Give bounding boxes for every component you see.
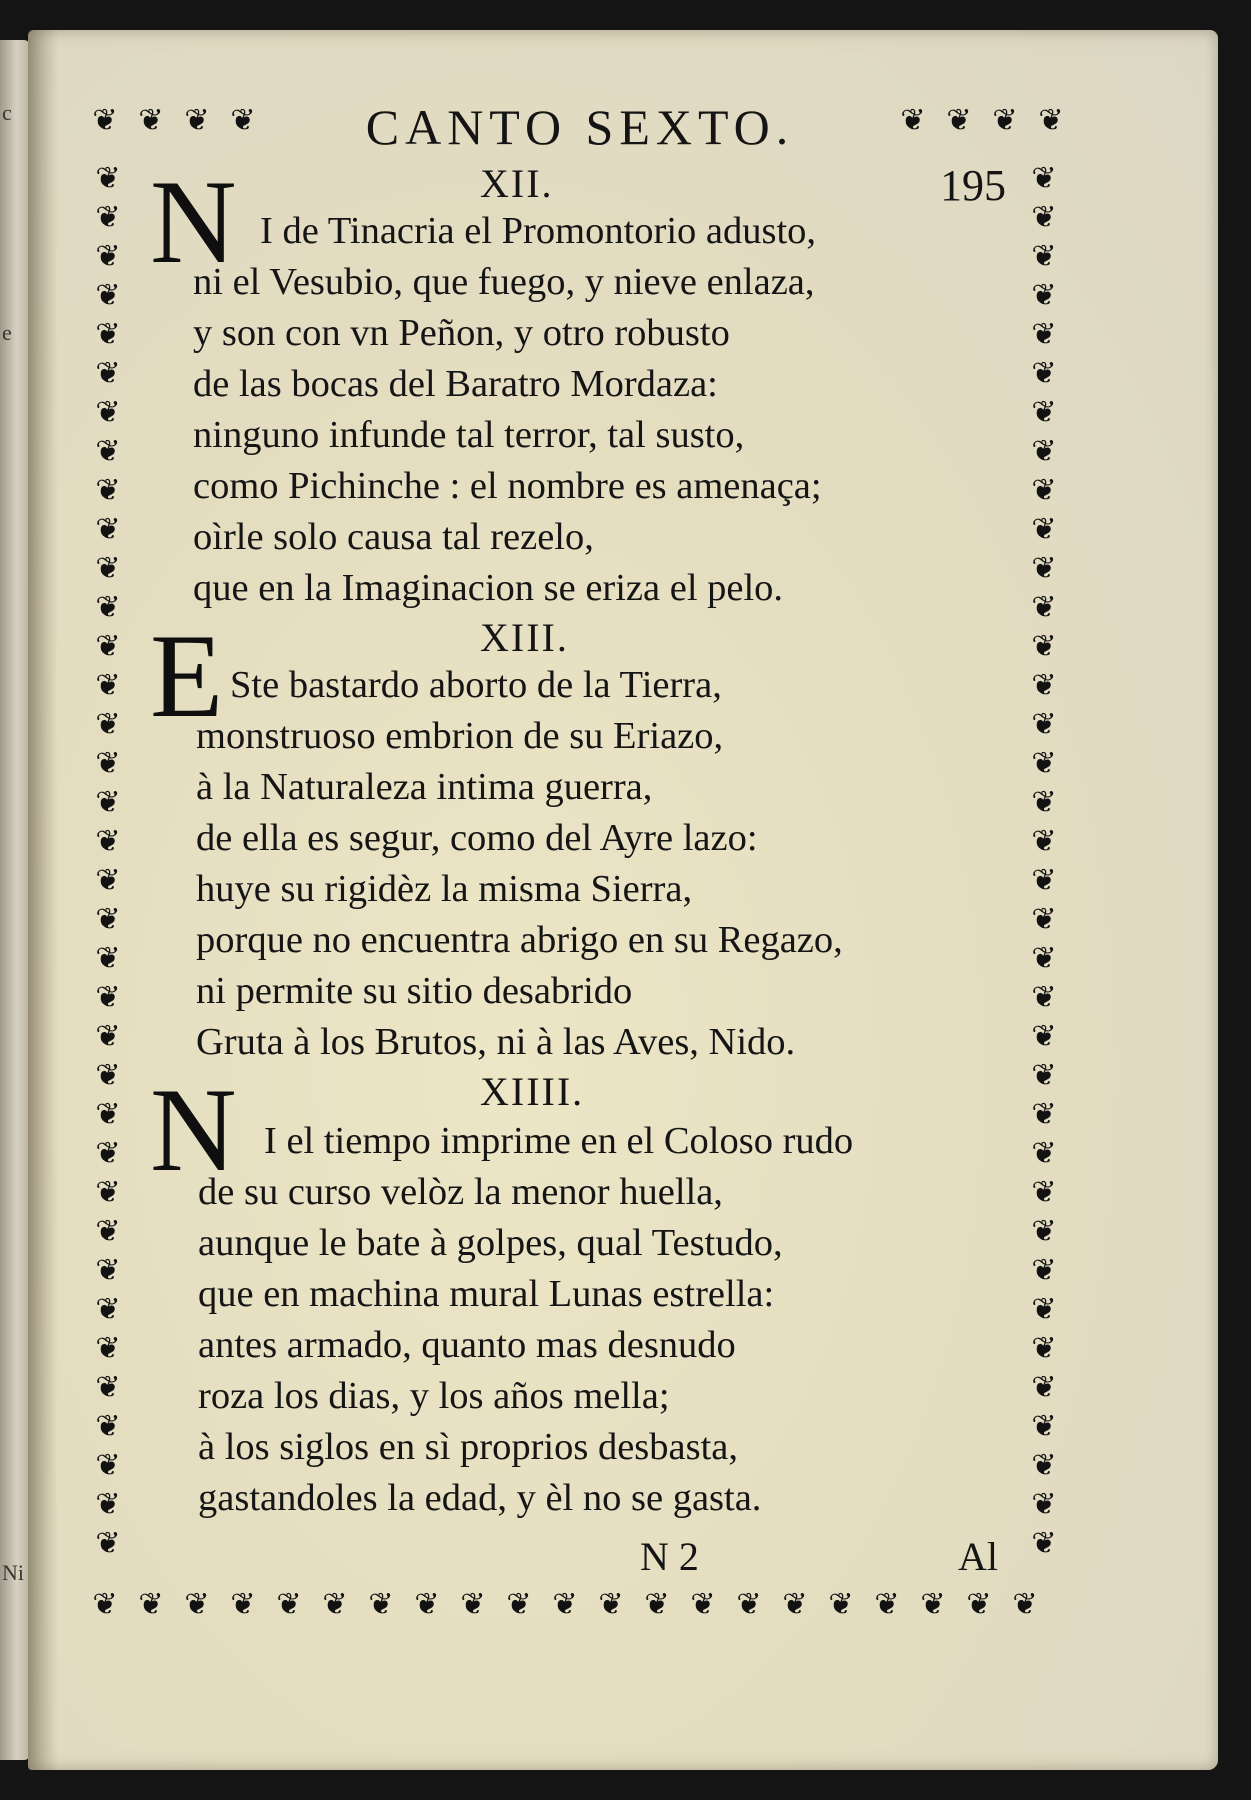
verse-line: aunque le bate à golpes, qual Testudo, — [198, 1222, 783, 1264]
fleuron-ornament: ❦ — [1031, 980, 1057, 1015]
fleuron-ornament: ❦ — [828, 1587, 854, 1622]
gutter-shadow — [28, 30, 58, 1770]
ornament-border-left — [84, 161, 132, 1568]
fleuron-ornament: ❦ — [95, 317, 121, 352]
fleuron-ornament: ❦ — [95, 1292, 121, 1327]
fleuron-ornament: ❦ — [95, 980, 121, 1015]
fleuron-ornament: ❦ — [1031, 1487, 1057, 1522]
fleuron-ornament: ❦ — [1031, 902, 1057, 937]
verse-line: y son con vn Peñon, y otro robusto — [193, 312, 730, 354]
verse-line: de las bocas del Baratro Mordaza: — [193, 363, 718, 405]
fleuron-ornament: ❦ — [736, 1587, 762, 1622]
fleuron-ornament: ❦ — [900, 103, 926, 138]
verse-line: oìrle solo causa tal rezelo, — [193, 516, 594, 558]
fleuron-ornament: ❦ — [95, 1058, 121, 1093]
fleuron-ornament: ❦ — [92, 103, 118, 138]
fleuron-ornament: ❦ — [874, 1587, 900, 1622]
ornament-border-top-left — [82, 103, 266, 144]
verse-line: roza los dias, y los años mella; — [198, 1375, 670, 1417]
verse-line: huye su rigidèz la misma Sierra, — [196, 868, 693, 910]
verse-line: I de Tinacria el Promontorio adusto, — [260, 210, 817, 252]
fleuron-ornament: ❦ — [95, 161, 121, 196]
signature-mark: N 2 — [640, 1534, 699, 1579]
fleuron-ornament: ❦ — [95, 200, 121, 235]
fleuron-ornament: ❦ — [1031, 1175, 1057, 1210]
fleuron-ornament: ❦ — [95, 512, 121, 547]
fleuron-ornament: ❦ — [1031, 1448, 1057, 1483]
fleuron-ornament: ❦ — [1031, 1058, 1057, 1093]
fleuron-ornament: ❦ — [95, 239, 121, 274]
leaf-fragment: e — [2, 320, 12, 345]
verse-line: à la Naturaleza intima guerra, — [196, 766, 653, 808]
verse-line: que en machina mural Lunas estrella: — [198, 1273, 775, 1315]
fleuron-ornament: ❦ — [230, 103, 256, 138]
verse-line: de su curso velòz la menor huella, — [198, 1171, 723, 1213]
fleuron-ornament: ❦ — [95, 1097, 121, 1132]
fleuron-ornament: ❦ — [95, 278, 121, 313]
fleuron-ornament: ❦ — [1031, 707, 1057, 742]
fleuron-ornament: ❦ — [95, 746, 121, 781]
fleuron-ornament: ❦ — [1031, 473, 1057, 508]
verse-line: Gruta à los Brutos, ni à las Aves, Nido. — [196, 1021, 796, 1063]
fleuron-ornament: ❦ — [95, 473, 121, 508]
fleuron-ornament: ❦ — [1031, 551, 1057, 586]
fleuron-ornament: ❦ — [1031, 785, 1057, 820]
fleuron-ornament: ❦ — [1031, 317, 1057, 352]
fleuron-ornament: ❦ — [95, 551, 121, 586]
fleuron-ornament: ❦ — [1031, 941, 1057, 976]
verse-line: antes armado, quanto mas desnudo — [198, 1324, 736, 1366]
drop-cap: N — [150, 155, 237, 288]
leaf-fragment: Ni — [2, 1560, 24, 1585]
fleuron-ornament: ❦ — [95, 1370, 121, 1405]
verse-line: I el tiempo imprime en el Coloso rudo — [264, 1120, 854, 1162]
fleuron-ornament: ❦ — [1031, 512, 1057, 547]
fleuron-ornament: ❦ — [992, 103, 1018, 138]
verse-line: ninguno infunde tal terror, tal susto, — [193, 414, 745, 456]
fleuron-ornament: ❦ — [95, 590, 121, 625]
fleuron-ornament: ❦ — [1031, 1097, 1057, 1132]
fleuron-ornament: ❦ — [184, 103, 210, 138]
fleuron-ornament: ❦ — [1031, 590, 1057, 625]
fleuron-ornament: ❦ — [1031, 1409, 1057, 1444]
fleuron-ornament: ❦ — [1031, 278, 1057, 313]
ornament-border-right — [1020, 161, 1068, 1568]
fleuron-ornament: ❦ — [946, 103, 972, 138]
fleuron-ornament: ❦ — [966, 1587, 992, 1622]
fleuron-ornament: ❦ — [95, 1175, 121, 1210]
fleuron-ornament: ❦ — [1038, 103, 1064, 138]
verse-line: como Pichinche : el nombre es amenaça; — [193, 465, 822, 507]
fleuron-ornament: ❦ — [1031, 824, 1057, 859]
fleuron-ornament: ❦ — [322, 1587, 348, 1622]
fleuron-ornament: ❦ — [644, 1587, 670, 1622]
fleuron-ornament: ❦ — [598, 1587, 624, 1622]
fleuron-ornament: ❦ — [95, 1331, 121, 1366]
fleuron-ornament: ❦ — [95, 1448, 121, 1483]
fleuron-ornament: ❦ — [1031, 1331, 1057, 1366]
fleuron-ornament: ❦ — [1031, 239, 1057, 274]
fleuron-ornament: ❦ — [1031, 356, 1057, 391]
running-title: CANTO SEXTO. — [365, 99, 795, 155]
fleuron-ornament: ❦ — [95, 941, 121, 976]
fleuron-ornament: ❦ — [95, 1526, 121, 1561]
ornament-border-bottom — [82, 1587, 1048, 1628]
verse-line: ni el Vesubio, que fuego, y nieve enlaza, — [193, 261, 815, 303]
verse-line: à los siglos en sì proprios desbasta, — [198, 1426, 739, 1468]
fleuron-ornament: ❦ — [1031, 1019, 1057, 1054]
fleuron-ornament: ❦ — [1031, 629, 1057, 664]
fleuron-ornament: ❦ — [506, 1587, 532, 1622]
fleuron-ornament: ❦ — [95, 1253, 121, 1288]
fleuron-ornament: ❦ — [276, 1587, 302, 1622]
fleuron-ornament: ❦ — [1031, 1292, 1057, 1327]
catchword: Al — [958, 1534, 998, 1579]
leaf-fragment: c — [2, 100, 12, 125]
fleuron-ornament: ❦ — [95, 629, 121, 664]
fleuron-ornament: ❦ — [1031, 1253, 1057, 1288]
ornament-border-top-right — [890, 103, 1074, 144]
fleuron-ornament: ❦ — [184, 1587, 210, 1622]
fleuron-ornament: ❦ — [920, 1587, 946, 1622]
stanza-number: XIIII. — [480, 1069, 585, 1114]
fleuron-ornament: ❦ — [414, 1587, 440, 1622]
fleuron-ornament: ❦ — [95, 1214, 121, 1249]
fleuron-ornament: ❦ — [1031, 1214, 1057, 1249]
fleuron-ornament: ❦ — [95, 707, 121, 742]
fleuron-ornament: ❦ — [95, 356, 121, 391]
fleuron-ornament: ❦ — [230, 1587, 256, 1622]
fleuron-ornament: ❦ — [1031, 746, 1057, 781]
verse-line: que en la Imaginacion se eriza el pelo. — [193, 567, 784, 609]
fleuron-ornament: ❦ — [552, 1587, 578, 1622]
fleuron-ornament: ❦ — [460, 1587, 486, 1622]
fleuron-ornament: ❦ — [95, 824, 121, 859]
stanza-number: XIII. — [480, 615, 569, 660]
fleuron-ornament: ❦ — [782, 1587, 808, 1622]
fleuron-ornament: ❦ — [690, 1587, 716, 1622]
fleuron-ornament: ❦ — [368, 1587, 394, 1622]
fleuron-ornament: ❦ — [95, 434, 121, 469]
verse-line: monstruoso embrion de su Eriazo, — [196, 715, 724, 757]
verse-line: ni permite su sitio desabrido — [196, 970, 633, 1012]
fleuron-ornament: ❦ — [95, 902, 121, 937]
fleuron-ornament: ❦ — [95, 1409, 121, 1444]
verse-line: Ste bastardo aborto de la Tierra, — [230, 664, 722, 706]
drop-cap: N — [150, 1063, 237, 1196]
fleuron-ornament: ❦ — [1031, 395, 1057, 430]
page-number: 195 — [940, 161, 1006, 210]
fleuron-ornament: ❦ — [95, 785, 121, 820]
fleuron-ornament: ❦ — [1031, 434, 1057, 469]
fleuron-ornament: ❦ — [138, 103, 164, 138]
fleuron-ornament: ❦ — [95, 1487, 121, 1522]
fleuron-ornament: ❦ — [138, 1587, 164, 1622]
fleuron-ornament: ❦ — [1031, 668, 1057, 703]
fleuron-ornament: ❦ — [1031, 1136, 1057, 1171]
previous-leaf-edge — [0, 40, 30, 1760]
drop-cap: E — [150, 609, 224, 742]
fleuron-ornament: ❦ — [1031, 1370, 1057, 1405]
verse-line: porque no encuentra abrigo en su Regazo, — [196, 919, 843, 961]
fleuron-ornament: ❦ — [95, 668, 121, 703]
fleuron-ornament: ❦ — [95, 1019, 121, 1054]
fleuron-ornament: ❦ — [95, 1136, 121, 1171]
fleuron-ornament: ❦ — [1031, 161, 1057, 196]
fleuron-ornament: ❦ — [1031, 1526, 1057, 1561]
fleuron-ornament: ❦ — [95, 863, 121, 898]
verse-line: gastandoles la edad, y èl no se gasta. — [198, 1477, 762, 1519]
fleuron-ornament: ❦ — [1012, 1587, 1038, 1622]
fleuron-ornament: ❦ — [95, 395, 121, 430]
fleuron-ornament: ❦ — [1031, 200, 1057, 235]
fleuron-ornament: ❦ — [1031, 863, 1057, 898]
stanza-number: XII. — [480, 161, 554, 206]
fleuron-ornament: ❦ — [92, 1587, 118, 1622]
verse-line: de ella es segur, como del Ayre lazo: — [196, 817, 758, 859]
